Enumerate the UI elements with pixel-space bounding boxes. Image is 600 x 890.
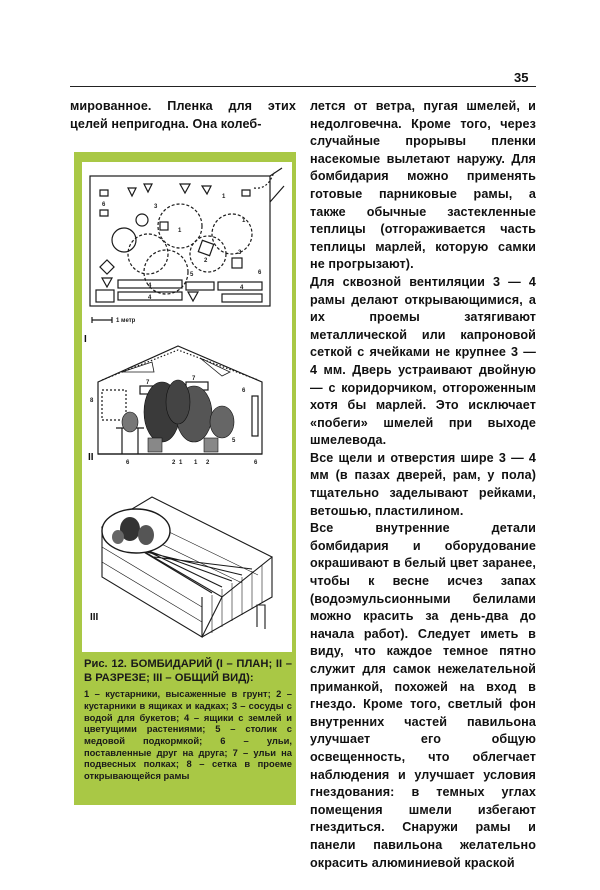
caption-title: Рис. 12. БОМБИДАРИЙ (I – ПЛАН; II – В РАЗРЕЗЕ; III – ОБЩИЙ ВИД): xyxy=(84,658,292,684)
roman-label-3: III xyxy=(90,612,99,623)
left-column-text: мированное. Пленка для этих целей непригодна. Она колеб- xyxy=(70,99,296,131)
general-view xyxy=(82,487,292,647)
section-num: 2 xyxy=(172,460,176,466)
plan-num: 6 xyxy=(258,270,262,276)
paragraph: лется от ветра, пугая шмелей, и недолговечна. Кроме того, через случайные прорывы пленки насекомые вылетают наружу. Для бомбидария можно применять готовые парниковые рамы, а также обычные застекленные теплицы (отгораживается часть теплицы марлей, которую самки не прогрызают). xyxy=(310,99,536,272)
roman-label-2: II xyxy=(88,452,94,463)
scale-label: 1 метр xyxy=(116,318,136,324)
left-column xyxy=(70,98,296,133)
right-column xyxy=(310,98,536,872)
plan-num: 4 xyxy=(148,295,152,301)
paragraph: Все внутренние детали бомбидария и оборудование окрашивают в белый цвет заранее, чтобы к весне исчез запах (водоэмульсионными белилами можно красить за день-два до начала работ). Следует иметь в виду, что каждое темное пятно служит для самок нежелательной приманкой, похожей на вход в гнездо. Кроме того, светлый фон внутренних частей павильона улучшает его общую освещенность, что облегчает наблюдения и улучшает условия гнездования: в темных углах помещения шмели избегают гнездиться. Снаружи рамы и панели павильона желательно окрасить алюминиевой краской xyxy=(310,521,536,870)
paragraph: Все щели и отверстия шире 3 — 4 мм (в пазах дверей, рам, у пола) тщательно заделывают рейками, ветошью, пластилином. xyxy=(310,450,536,518)
plan-num: 3 xyxy=(154,204,158,210)
plan-num: 3 xyxy=(238,250,242,256)
section-num: 7 xyxy=(192,376,196,382)
plan-view xyxy=(82,162,292,337)
plan-num: 1 xyxy=(222,194,226,200)
paragraph: Для сквозной вентиляции 3 — 4 рамы делают открывающимися, а их проемы затягивают металлической или капроновой сеткой с ячейками не крупнее 3 — 4 мм. Дверь устраивают двойную — с коридорчиком, отгороженным хотя бы марлей. Это исключает «побеги» шмелей при выходе шмелевода. xyxy=(310,274,536,448)
section-num: 6 xyxy=(126,460,130,466)
figure-drawing xyxy=(82,162,292,652)
section-view xyxy=(82,342,292,472)
roman-label-1: I xyxy=(84,334,87,345)
section-num: 1 xyxy=(194,460,198,466)
figure-caption xyxy=(84,658,292,782)
plan-num: 5 xyxy=(190,272,194,278)
plan-num: 6 xyxy=(102,202,106,208)
plan-num: 1 xyxy=(242,218,246,224)
section-num: 2 xyxy=(206,460,210,466)
section-num: 5 xyxy=(232,438,236,444)
section-num: 8 xyxy=(90,398,94,404)
section-num: 6 xyxy=(242,388,246,394)
section-num: 1 xyxy=(179,460,183,466)
section-num: 7 xyxy=(146,380,150,386)
page-number: 35 xyxy=(514,70,529,85)
header-rule xyxy=(70,86,536,87)
plan-num: 4 xyxy=(240,285,244,291)
plan-num: 2 xyxy=(204,258,208,264)
section-num: 6 xyxy=(254,460,258,466)
plan-num: 1 xyxy=(178,228,182,234)
caption-legend: 1 – кустарники, высаженные в грунт; 2 – кустарники в ящиках и кадках; 3 – сосуды с водой для букетов; 4 – ящики с землей и цветущими растениями; 5 – столик с медовой подкормкой; 6 – ульи, поставленные друг на друга; 7 – ульи на подвесных полках; 8 – сетка в проеме открывающейся рамы xyxy=(84,688,292,782)
plan-num: 4 xyxy=(148,283,152,289)
